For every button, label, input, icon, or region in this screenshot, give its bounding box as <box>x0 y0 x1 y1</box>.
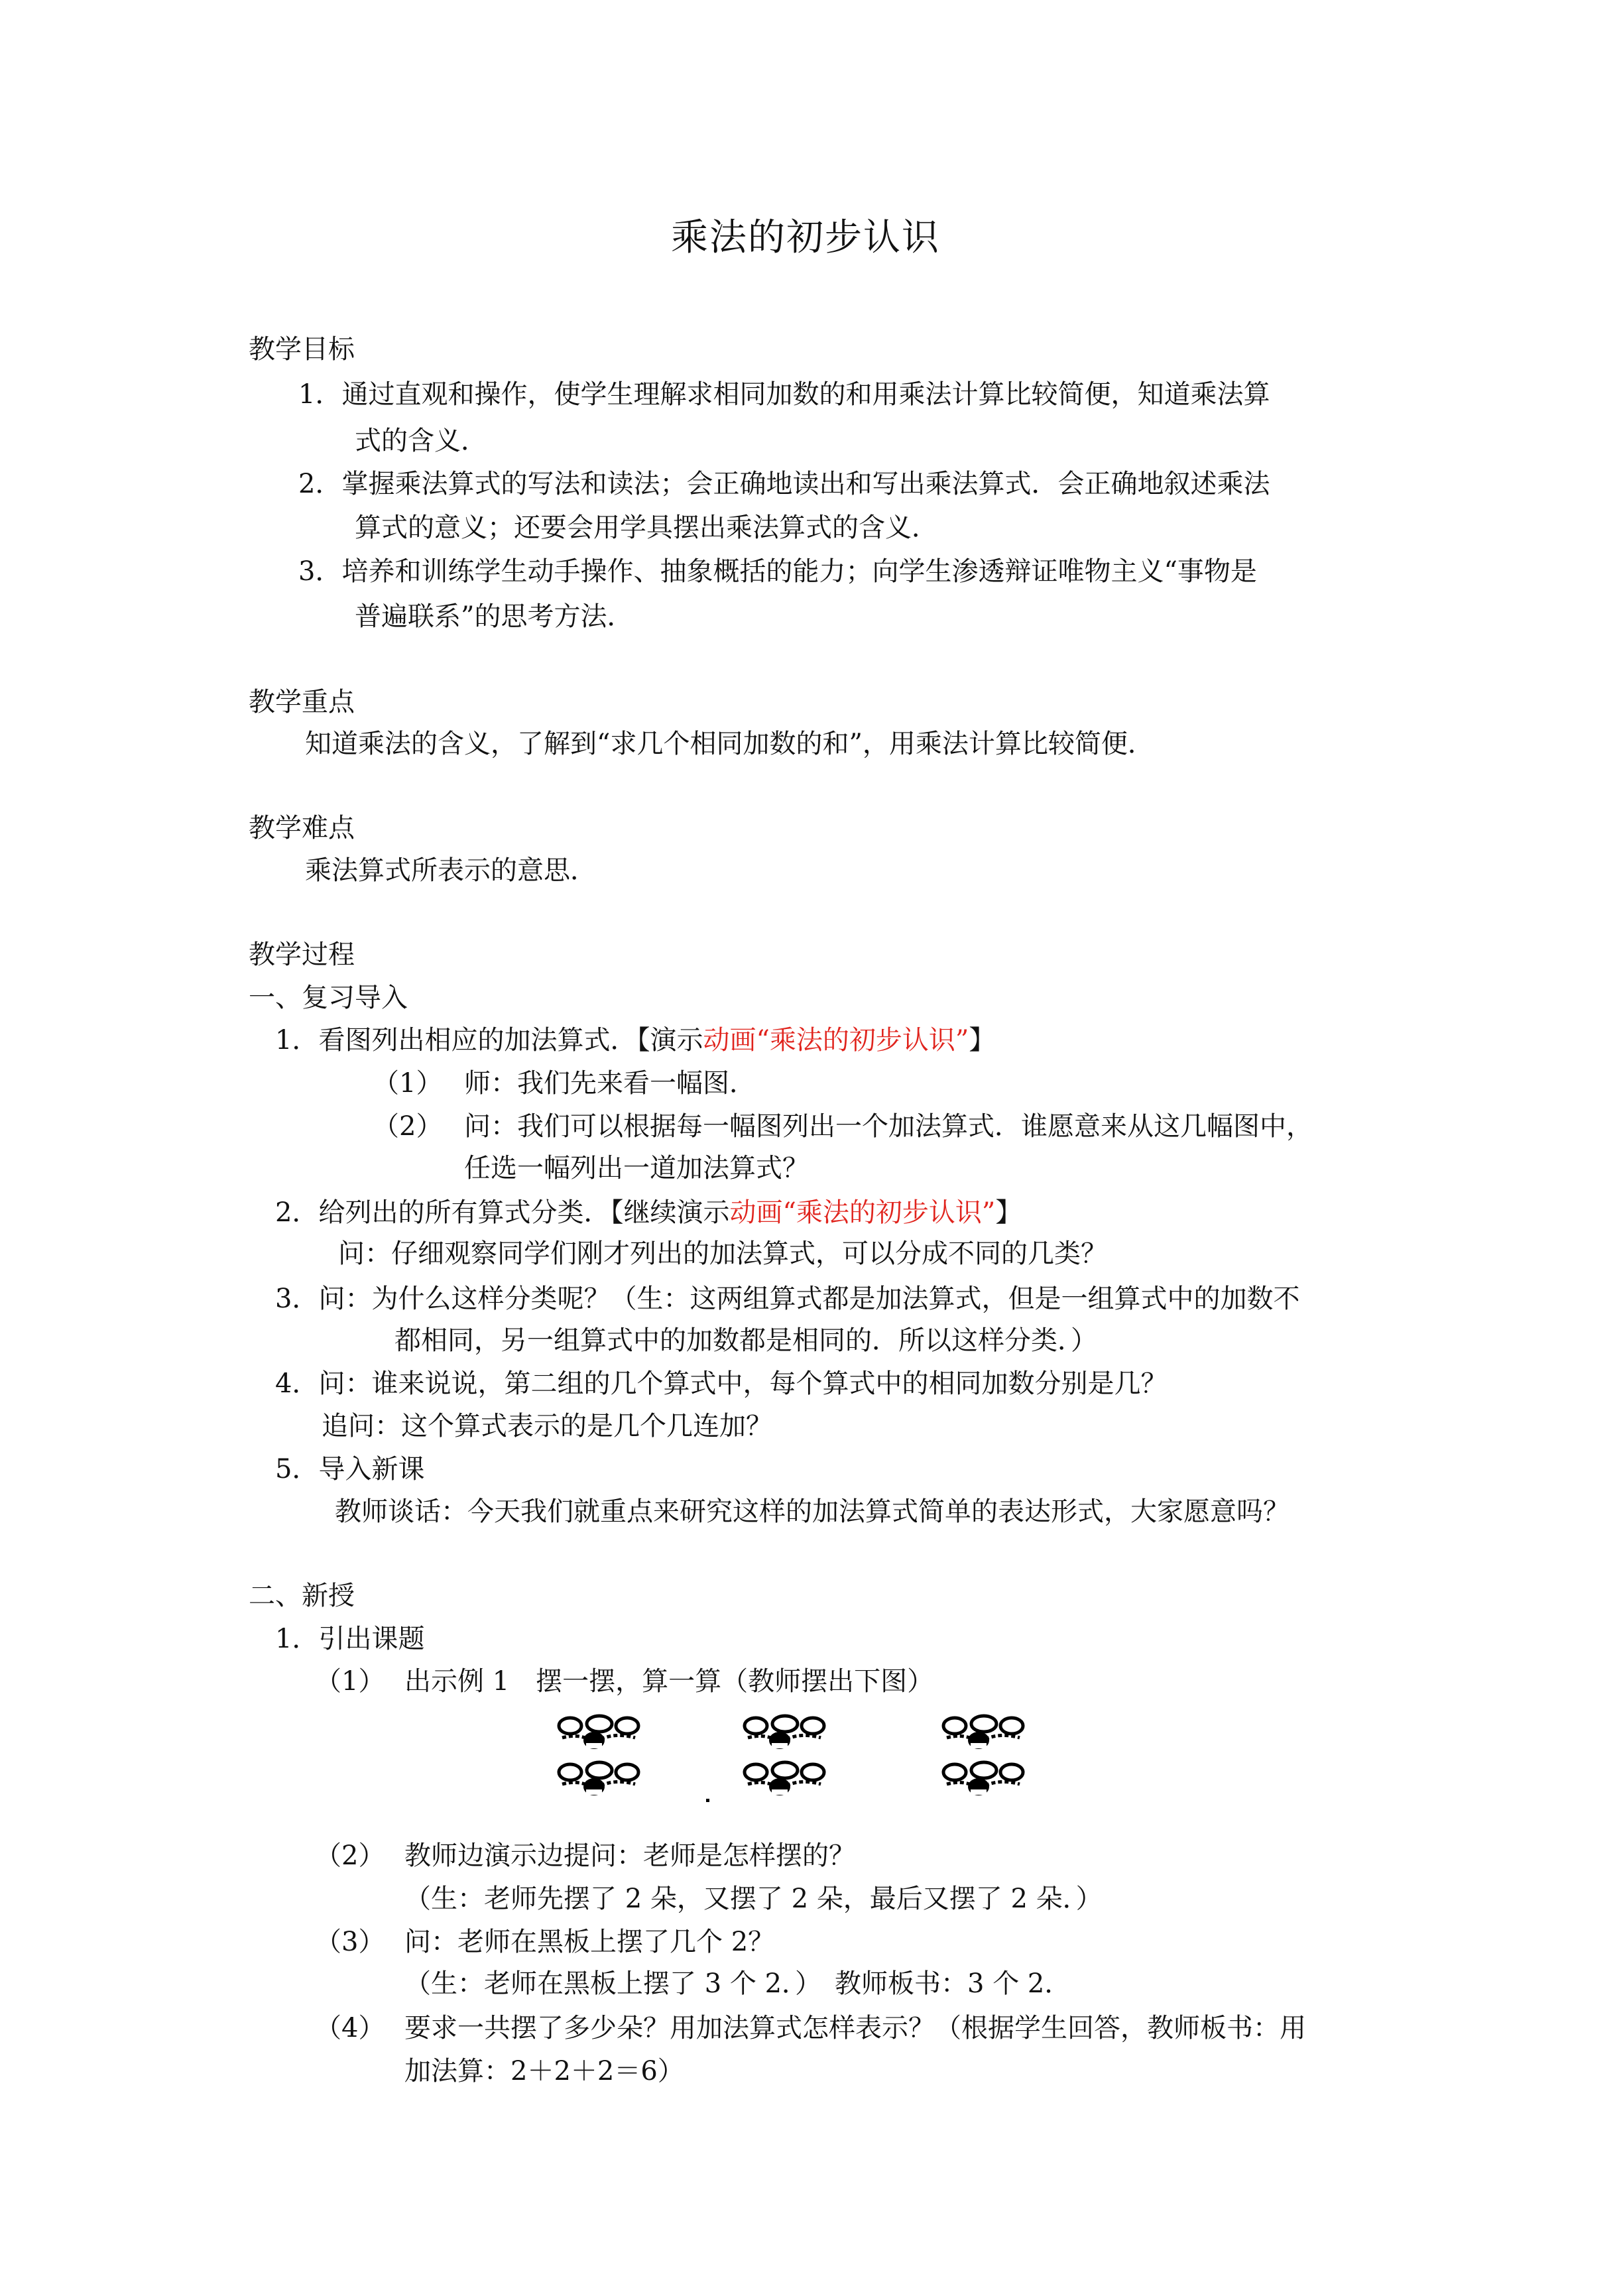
item-4-line1: 要求一共摆了多少朵？用加法算式怎样表示？（根据学生回答，教师板书：用 <box>404 2013 1306 2043</box>
part1-heading: 一、复习导入 <box>249 983 408 1013</box>
flower-group-1 <box>559 1716 638 1795</box>
sub-2-line1: 问：我们可以根据每一幅图列出一个加法算式．谁愿意来从这几幅图中， <box>464 1111 1313 1142</box>
item-4-number: （4） <box>315 2013 385 2043</box>
difficulty-heading: 教学难点 <box>249 813 355 843</box>
sub-1-text: 师：我们先来看一幅图． <box>464 1068 756 1099</box>
flowers-figure <box>544 1707 1074 1813</box>
flower-icon <box>559 1762 638 1795</box>
part1-step-2 <box>275 1197 1022 1229</box>
flower-icon <box>559 1716 638 1749</box>
key-point-text: 知道乘法的含义，了解到“求几个相同加数的和”，用乘法计算比较简便． <box>305 729 1154 759</box>
part1-step-4-line2: 追问：这个算式表示的是几个几连加？ <box>322 1411 772 1441</box>
flower-icon <box>745 1716 824 1749</box>
goal-2-line1: 2．掌握乘法算式的写法和读法；会正确地读出和写出乘法算式．会正确地叙述乘法 <box>298 469 1270 499</box>
part1-step-3-line1: 3．问：为什么这样分类呢？（生：这两组算式都是加法算式，但是一组算式中的加数不 <box>275 1284 1300 1314</box>
goal-3-line2: 普遍联系”的思考方法． <box>355 601 634 632</box>
sub-2-number: （2） <box>373 1111 443 1142</box>
teacher-talk: 教师谈话：今天我们就重点来研究这样的加法算式简单的表达形式，大家愿意吗？ <box>335 1496 1290 1527</box>
goal-2-line2: 算式的意义；还要会用学具摆出乘法算式的含义． <box>355 513 938 543</box>
item-3-line2: （生：老师在黑板上摆了 3 个 2．） 教师板书：3 个 2． <box>404 1968 1071 1999</box>
step-2-bracket: 】 <box>995 1197 1022 1228</box>
goal-1-line1: 1．通过直观和操作，使学生理解求相同加数的和用乘法计算比较简便，知道乘法算 <box>298 379 1270 410</box>
step-1-text: 1．看图列出相应的加法算式．【演示 <box>275 1025 703 1056</box>
process-heading: 教学过程 <box>249 939 355 970</box>
item-3-number: （3） <box>315 1927 385 1957</box>
flower-group-3 <box>943 1716 1023 1795</box>
sub-1-number: （1） <box>373 1068 443 1099</box>
part2-heading: 二、新授 <box>249 1581 355 1611</box>
part1-step-3-line2: 都相同，另一组算式中的加数都是相同的．所以这样分类．） <box>394 1325 1097 1356</box>
step-1-bracket: 】 <box>969 1025 996 1056</box>
item-3-line1: 问：老师在黑板上摆了几个 2？ <box>404 1927 775 1957</box>
step-2-question: 问：仔细观察同学们刚才列出的加法算式，可以分成不同的几类？ <box>338 1239 1107 1269</box>
sub-2-line2: 任选一幅列出一道加法算式？ <box>464 1153 809 1183</box>
part1-step-4-line1: 4．问：谁来说说，第二组的几个算式中，每个算式中的相同加数分别是几？ <box>275 1368 1168 1399</box>
flower-icon <box>943 1762 1023 1795</box>
dot-mark <box>706 1799 709 1802</box>
flower-icon <box>745 1762 824 1795</box>
item-2-line2: （生：老师先摆了 2 朵，又摆了 2 朵，最后又摆了 2 朵．） <box>404 1884 1103 1914</box>
item-2-number: （2） <box>315 1841 385 1871</box>
step-2-text: 2．给列出的所有算式分类．【继续演示 <box>275 1197 730 1228</box>
goals-heading: 教学目标 <box>249 334 355 365</box>
key-point-heading: 教学重点 <box>249 687 355 717</box>
example-figure <box>544 1707 1074 1813</box>
goal-1-line2: 式的含义． <box>355 426 487 456</box>
part1-step-5: 5．导入新课 <box>275 1454 425 1484</box>
item-2-line1: 教师边演示边提问：老师是怎样摆的？ <box>404 1841 855 1871</box>
animation-link[interactable]: 动画“乘法的初步认识” <box>703 1025 969 1056</box>
item-1-number: （1） <box>315 1666 385 1697</box>
part1-step-1 <box>275 1024 995 1056</box>
page-title: 乘法的初步认识 <box>671 216 940 259</box>
goal-3-line1: 3．培养和训练学生动手操作、抽象概括的能力；向学生渗透辩证唯物主义“事物是 <box>298 556 1257 587</box>
flower-group-2 <box>745 1716 824 1795</box>
part2-step-1: 1．引出课题 <box>275 1624 425 1654</box>
item-1-text: 出示例 1 摆一摆，算一算（教师摆出下图） <box>404 1666 934 1697</box>
animation-link-2[interactable]: 动画“乘法的初步认识” <box>729 1197 996 1228</box>
difficulty-text: 乘法算式所表示的意思． <box>305 855 597 886</box>
flower-icon <box>943 1716 1023 1749</box>
item-4-line2: 加法算：2＋2＋2＝6） <box>404 2056 684 2086</box>
